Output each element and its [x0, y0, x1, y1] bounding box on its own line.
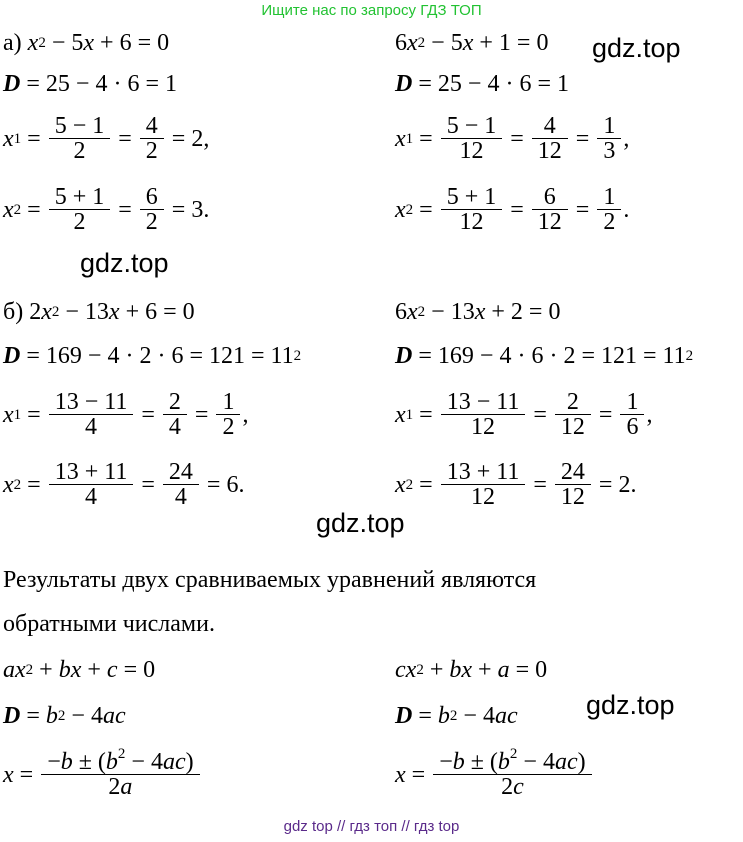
general-left-root-formula: x = $\frac{-b \pm (b^2 - 4ac)}{2a}$ — [3, 750, 202, 799]
part-a-left-x2: x 2 = $\frac{5 + 1}{2}$ = $\frac{6}{2}$ = 3. — [3, 184, 210, 235]
watermark: gdz.top — [316, 508, 405, 538]
conclusion-line-1: Результаты двух сравниваемых уравнений являются — [3, 567, 537, 593]
footer-banner: gdz top // гдз топ // гдз top — [283, 818, 460, 835]
part-b-label: б) — [3, 299, 24, 325]
part-a-label: а) — [3, 30, 22, 56]
part-b-right-discriminant: D = 169 − 4 · 6 · 2 = 121 = 11 2 — [395, 343, 694, 369]
general-right-equation: cx 2 + bx + a = 0 — [395, 657, 548, 683]
part-a-left-discriminant: D = 25 − 4 · 6 = 1 — [3, 71, 177, 97]
part-a-right-equation: 6 x 2 − 5 x + 1 = 0 — [395, 30, 549, 56]
part-a-right-x2: x 2 = $\frac{5 + 1}{12}$ = $\frac{6}{12}$ = $\frac{1}{2}$ . — [395, 184, 630, 235]
part-b-left-equation: б) 2 x 2 − 13 x + 6 = 0 — [3, 299, 195, 325]
general-right-root-formula: x = $\frac{-b \pm (b^2 - 4ac)}{2c}$ — [395, 750, 594, 799]
header-banner: Ищите нас по запросу ГДЗ ТОП — [261, 2, 482, 19]
part-a-right-x1: x 1 = $\frac{5 - 1}{12}$ = $\frac{4}{12}$ = $\frac{1}{3}$ , — [395, 113, 630, 164]
part-b-left-x1: x 1 = $\frac{13 - 11}{4}$ = $\frac{2}{4}$ = $\frac{1}{2}$ , — [3, 389, 249, 440]
watermark: gdz.top — [592, 33, 681, 63]
watermark: gdz.top — [80, 248, 169, 278]
part-b-right-x1: x 1 = $\frac{13 - 11}{12}$ = $\frac{2}{12}$ = $\frac{1}{6}$ , — [395, 389, 653, 440]
watermark: gdz.top — [586, 690, 675, 720]
part-a-right-discriminant: D = 25 − 4 · 6 = 1 — [395, 71, 569, 97]
general-right-discriminant: D = b 2 − 4 ac — [395, 703, 518, 729]
part-b-right-equation: 6 x 2 − 13 x + 2 = 0 — [395, 299, 561, 325]
part-b-left-discriminant: D = 169 − 4 · 2 · 6 = 121 = 11 2 — [3, 343, 302, 369]
conclusion-line-2: обратными числами. — [3, 611, 215, 637]
general-left-discriminant: D = b 2 − 4 ac — [3, 703, 126, 729]
part-b-right-x2: x 2 = $\frac{13 + 11}{12}$ = $\frac{24}{12}$ = 2. — [395, 459, 637, 510]
part-a-left-equation: а) x 2 − 5 x + 6 = 0 — [3, 30, 170, 56]
part-b-left-x2: x 2 = $\frac{13 + 11}{4}$ = $\frac{24}{4}$ = 6. — [3, 459, 245, 510]
general-left-equation: ax 2 + bx + c = 0 — [3, 657, 156, 683]
part-a-left-x1: x 1 = $\frac{5 - 1}{2}$ = $\frac{4}{2}$ = 2, — [3, 113, 210, 164]
